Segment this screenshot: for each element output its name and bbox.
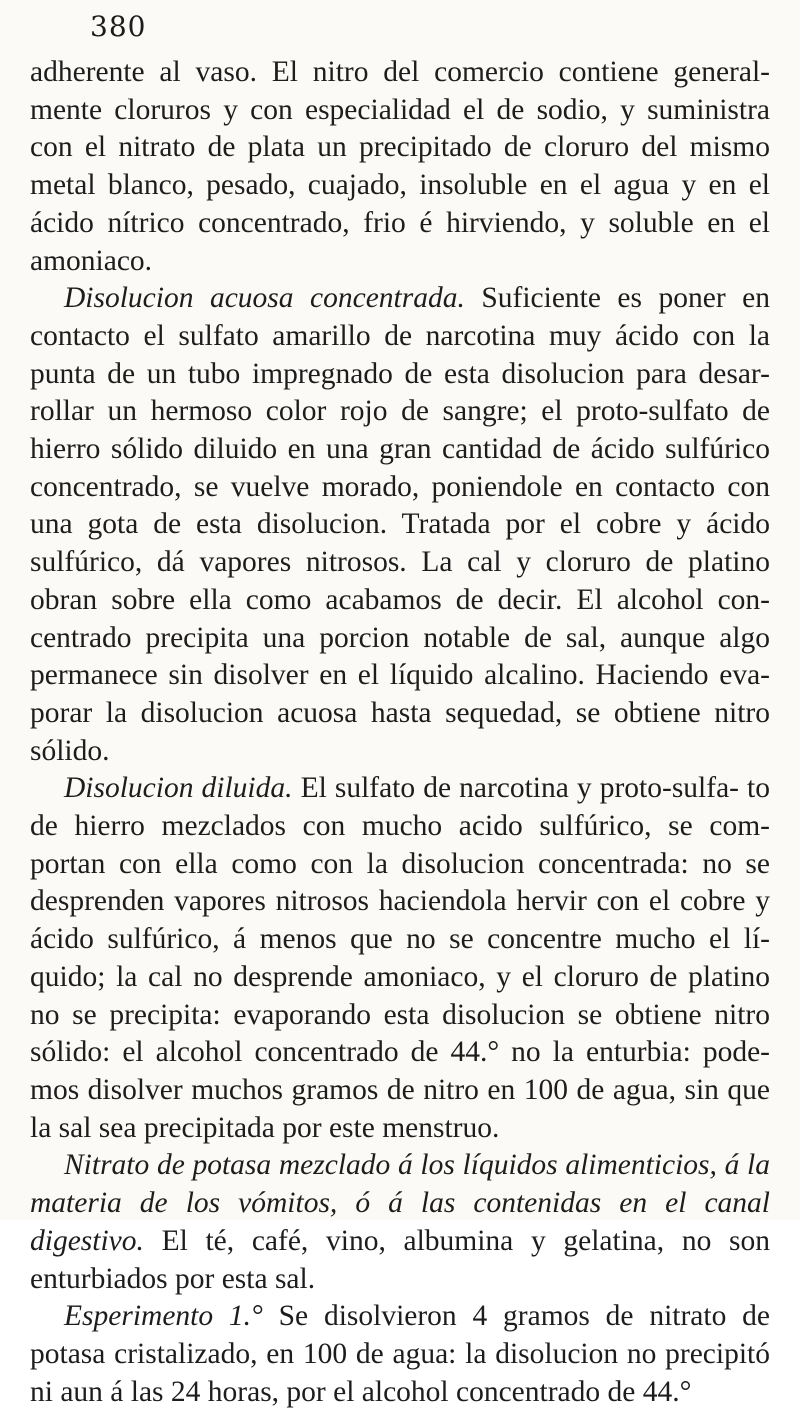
paragraph-3: [30, 770, 770, 1147]
paragraph-4-text: El té, café, vino, albumina y gelatina, no son enturbiados por esta sal.: [30, 1224, 770, 1295]
paragraph-2: [30, 280, 770, 770]
page-number: 380: [90, 10, 147, 43]
page-body: [30, 54, 770, 1411]
paragraph-4-heading: Nitrato de potasa mezclado á los líquidos alimenticios, á la materia de los vómitos, ó á las contenidas en el canal digestivo.: [30, 1149, 770, 1257]
paragraph-4: [30, 1147, 770, 1298]
paragraph-3-heading: Disolucion diluida.: [64, 772, 293, 805]
paragraph-2-text: Suficiente es poner en contacto el sulfato amarillo de narcotina muy ácido con la punta de un tubo impregnado de esta disolucion para desar- rollar un hermoso color rojo de sangre; el proto-sulfato de hierro sólido diluido en una gran cantidad de ácido sulfúrico concentrado, se vuelve morado, poniendole en contacto con una gota de esta disolucion. Tratada por el cobre y ácido sulfúrico, dá vapores nitrosos. La cal y cloruro de platino obran sobre ella como acabamos de decir. El alcohol con- centrado precipita una porcion notable de sal, aunque algo permanece sin disolver en el líquido alcalino. Haciendo eva- porar la disolucion acuosa hasta sequedad, se obtiene nitro sólido.: [30, 282, 771, 767]
paragraph-3-text: El sulfato de narcotina y proto-sulfa- to de hierro mezclados con mucho acido sulfúrico, se com- portan con ella como con la disolucion concentrada: no se desprenden vapores nitrosos haciendola hervir con el cobre y ácido sulfúrico, á menos que no se concentre mucho el lí- quido; la cal no desprende amoniaco, y el cloruro de platino no se precipita: evaporando esta disolucion se obtiene nitro sólido: el alcohol concentrado de 44.° no la enturbia: pode- mos disolver muchos gramos de nitro en 100 de agua, sin que la sal sea precipitada por este menstruo.: [30, 772, 770, 1144]
paragraph-5-text: Se disolvieron 4 gramos de nitrato de potasa cristalizado, en 100 de agua: la disolucion no precipitó ni aun á las 24 horas, por el alcohol concentrado de 44.°: [30, 1300, 770, 1408]
paragraph-5-heading: Esperimento 1.°: [64, 1300, 263, 1333]
paragraph-5: [30, 1298, 770, 1411]
paragraph-1: adherente al vaso. El nitro del comercio contiene general- mente cloruros y con especialidad el de sodio, y suministra con el nitrato de plata un precipitado de cloruro del mismo metal blanco, pesado, cuajado, insoluble en el agua y en el ácido nítrico concentrado, frio é hirviendo, y soluble en el amoniaco.: [30, 56, 770, 277]
paragraph-2-heading: Disolucion acuosa concentrada.: [64, 282, 465, 315]
